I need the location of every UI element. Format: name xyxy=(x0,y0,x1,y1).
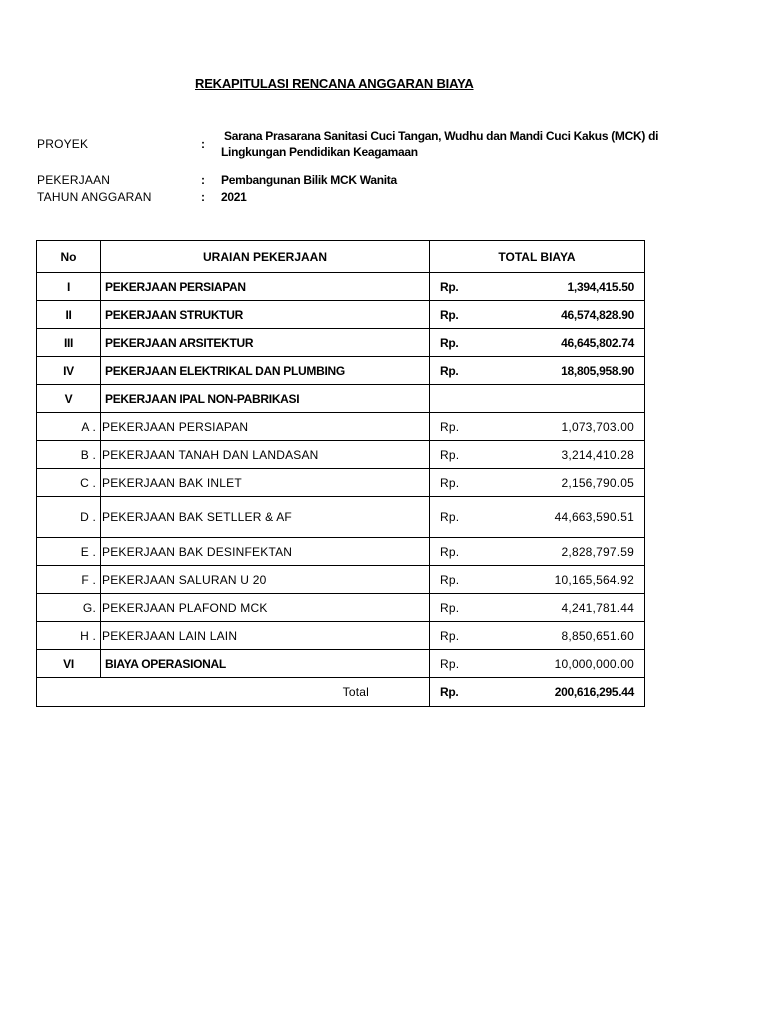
table-row xyxy=(37,566,645,594)
row-total xyxy=(430,385,645,413)
table-row xyxy=(37,413,645,441)
row-uraian: PEKERJAAN IPAL NON-PABRIKASI xyxy=(101,385,430,413)
row-currency: Rp. xyxy=(440,656,460,671)
table-row xyxy=(37,385,645,413)
total-currency: Rp. xyxy=(440,685,459,699)
row-amount: 18,805,958.90 xyxy=(561,363,634,378)
row-amount: 2,828,797.59 xyxy=(561,544,634,559)
proyek-value-line1: Sarana Prasarana Sanitasi Cuci Tangan, Wudhu dan Mandi Cuci Kakus (MCK) di xyxy=(221,129,659,143)
header-no: No xyxy=(37,241,101,273)
row-uraian: PEKERJAAN ELEKTRIKAL DAN PLUMBING xyxy=(101,357,430,385)
row-currency: Rp. xyxy=(440,279,459,294)
row-total xyxy=(430,497,645,538)
row-currency: Rp. xyxy=(440,475,460,490)
total-value xyxy=(430,678,645,707)
pekerjaan-label: PEKERJAAN xyxy=(37,173,111,187)
header-total: TOTAL BIAYA xyxy=(430,241,645,273)
row-currency: Rp. xyxy=(440,335,459,350)
row-no: I xyxy=(37,273,101,301)
row-no: II xyxy=(37,301,101,329)
row-amount: 8,850,651.60 xyxy=(561,628,634,643)
row-total xyxy=(430,413,645,441)
row-currency: Rp. xyxy=(440,307,459,322)
tahun-anggaran-label: TAHUN ANGGARAN xyxy=(37,190,152,204)
document-title: REKAPITULASI RENCANA ANGGARAN BIAYA xyxy=(195,76,474,91)
row-currency: Rp. xyxy=(440,447,460,462)
row-uraian: PEKERJAAN TANAH DAN LANDASAN xyxy=(101,441,430,469)
table-row xyxy=(37,301,645,329)
row-total xyxy=(430,622,645,650)
row-currency: Rp. xyxy=(440,600,460,615)
row-amount: 10,165,564.92 xyxy=(554,572,634,587)
row-total xyxy=(430,329,645,357)
row-uraian: PEKERJAAN ARSITEKTUR xyxy=(101,329,430,357)
table-row xyxy=(37,594,645,622)
row-total xyxy=(430,357,645,385)
row-amount: 10,000,000.00 xyxy=(554,656,634,671)
table-row xyxy=(37,441,645,469)
row-uraian: PEKERJAAN PERSIAPAN xyxy=(101,273,430,301)
row-no: III xyxy=(37,329,101,357)
total-label: Total xyxy=(37,678,430,707)
tahun-anggaran-colon: : xyxy=(201,190,205,204)
row-amount: 4,241,781.44 xyxy=(561,600,634,615)
proyek-colon: : xyxy=(201,137,205,151)
row-currency: Rp. xyxy=(440,572,460,587)
row-total xyxy=(430,469,645,497)
row-total xyxy=(430,594,645,622)
row-no: VI xyxy=(37,650,101,678)
table-row xyxy=(37,538,645,566)
row-amount: 2,156,790.05 xyxy=(561,475,634,490)
row-no: B . xyxy=(37,441,101,469)
row-amount: 1,394,415.50 xyxy=(567,279,634,294)
header-uraian: URAIAN PEKERJAAN xyxy=(101,241,430,273)
row-total xyxy=(430,441,645,469)
proyek-value xyxy=(221,128,658,160)
total-amount: 200,616,295.44 xyxy=(554,685,634,699)
row-amount: 44,663,590.51 xyxy=(554,510,634,524)
row-uraian: PEKERJAAN PERSIAPAN xyxy=(101,413,430,441)
row-uraian: PEKERJAAN PLAFOND MCK xyxy=(101,594,430,622)
row-currency: Rp. xyxy=(440,628,460,643)
proyek-label: PROYEK xyxy=(37,137,89,151)
row-no: D . xyxy=(37,497,101,538)
row-amount: 46,574,828.90 xyxy=(561,307,634,322)
row-no: C . xyxy=(37,469,101,497)
row-no: G. xyxy=(37,594,101,622)
tahun-anggaran-value: 2021 xyxy=(221,190,247,204)
table-row xyxy=(37,469,645,497)
row-currency: Rp. xyxy=(440,544,460,559)
pekerjaan-colon: : xyxy=(201,173,205,187)
row-total xyxy=(430,538,645,566)
row-total xyxy=(430,301,645,329)
total-row xyxy=(37,678,645,707)
row-uraian: PEKERJAAN STRUKTUR xyxy=(101,301,430,329)
row-currency: Rp. xyxy=(440,510,460,524)
row-currency: Rp. xyxy=(440,363,459,378)
table-header-row xyxy=(37,241,645,273)
row-uraian: PEKERJAAN SALURAN U 20 xyxy=(101,566,430,594)
row-total xyxy=(430,650,645,678)
row-uraian: PEKERJAAN BAK SETLLER & AF xyxy=(101,497,430,538)
row-no: A . xyxy=(37,413,101,441)
row-no: E . xyxy=(37,538,101,566)
row-amount: 46,645,802.74 xyxy=(561,335,634,350)
table-row xyxy=(37,622,645,650)
row-uraian: PEKERJAAN BAK INLET xyxy=(101,469,430,497)
row-uraian: BIAYA OPERASIONAL xyxy=(101,650,430,678)
row-uraian: PEKERJAAN BAK DESINFEKTAN xyxy=(101,538,430,566)
row-uraian: PEKERJAAN LAIN LAIN xyxy=(101,622,430,650)
budget-recap-table xyxy=(36,240,645,707)
row-total xyxy=(430,273,645,301)
proyek-value-line2: Lingkungan Pendidikan Keagamaan xyxy=(221,145,418,159)
row-currency: Rp. xyxy=(440,419,460,434)
row-amount: 3,214,410.28 xyxy=(561,447,634,462)
table-row xyxy=(37,650,645,678)
row-total xyxy=(430,566,645,594)
row-no: F . xyxy=(37,566,101,594)
row-no: H . xyxy=(37,622,101,650)
pekerjaan-value: Pembangunan Bilik MCK Wanita xyxy=(221,173,397,187)
row-amount: 1,073,703.00 xyxy=(561,419,634,434)
table-row xyxy=(37,497,645,538)
table-row xyxy=(37,357,645,385)
row-no: V xyxy=(37,385,101,413)
table-row xyxy=(37,329,645,357)
row-no: IV xyxy=(37,357,101,385)
table-row xyxy=(37,273,645,301)
